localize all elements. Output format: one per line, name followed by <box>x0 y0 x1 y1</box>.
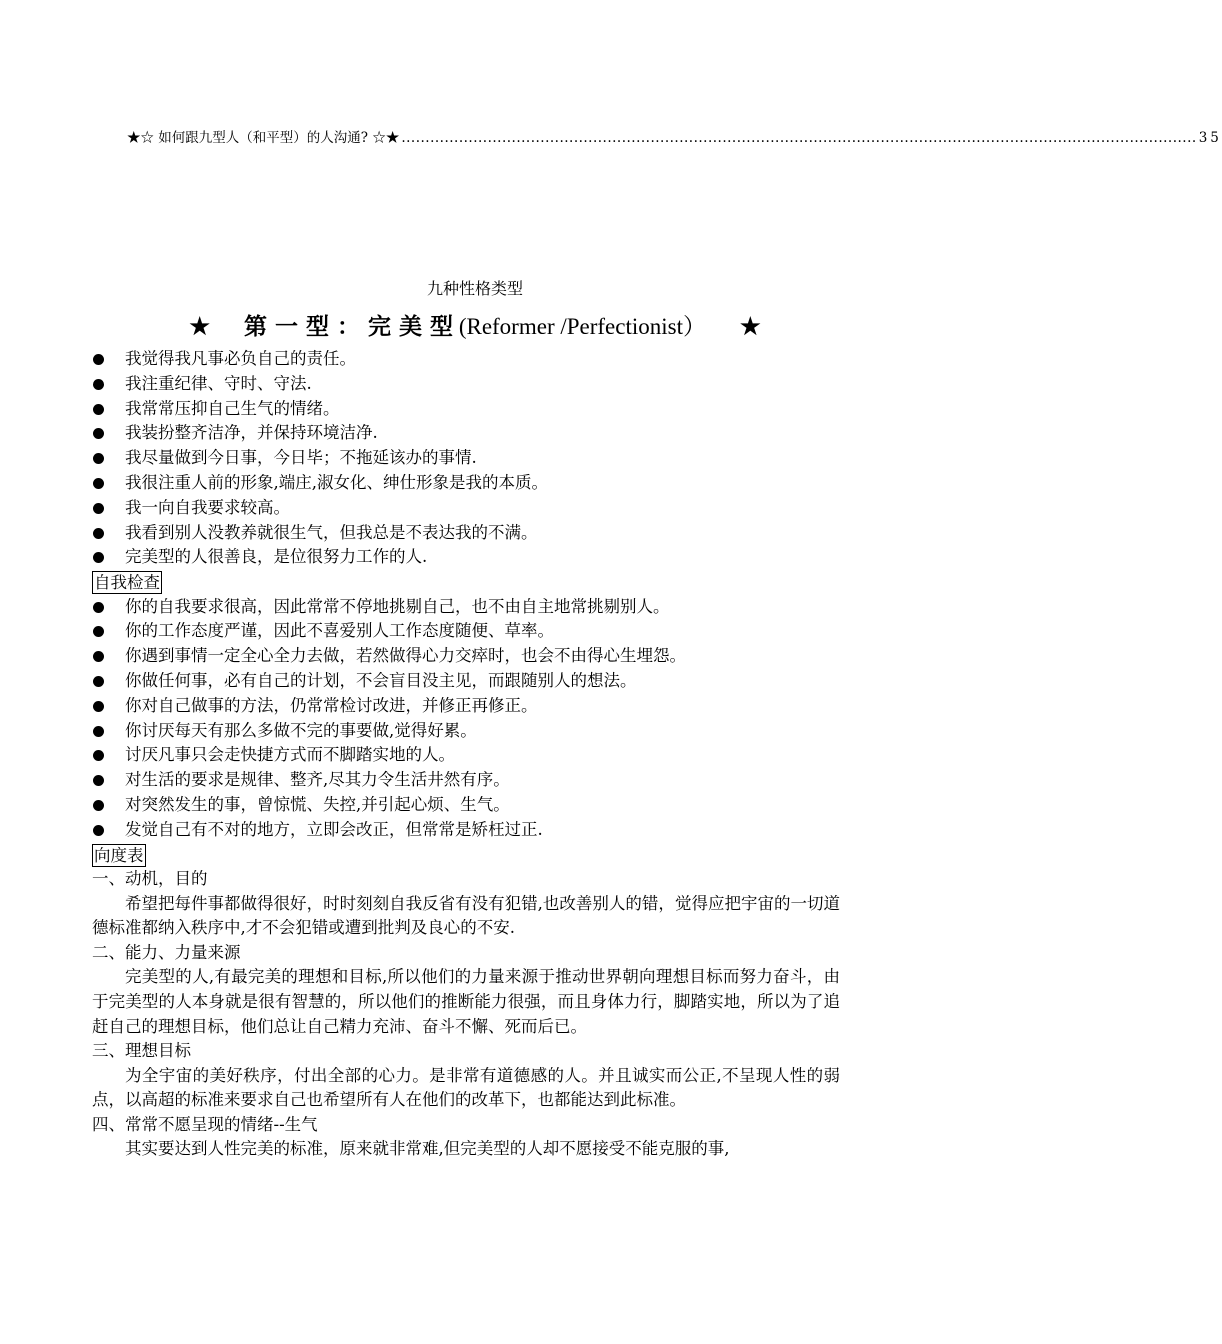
list-item: 你做任何事，必有自己的计划，不会盲目没主见，而跟随别人的想法。 <box>92 669 840 694</box>
list-item: 对生活的要求是规律、整齐,尽其力令生活井然有序。 <box>92 768 840 793</box>
list-item: 发觉自己有不对的地方，立即会改正，但常常是矫枉过正. <box>92 818 840 843</box>
list-item: 对突然发生的事，曾惊慌、失控,并引起心烦、生气。 <box>92 793 840 818</box>
traits-list <box>92 347 840 570</box>
dimension-section <box>92 941 840 1039</box>
dimension-section <box>92 1039 840 1113</box>
dimension-section <box>92 1113 840 1162</box>
list-item: 我装扮整齐洁净，并保持环境洁净. <box>92 421 840 446</box>
dimension-heading: 四、常常不愿呈现的情绪--生气 <box>92 1114 318 1134</box>
dimension-body: 希望把每件事都做得很好，时时刻刻自我反省有没有犯错,也改善别人的错，觉得应把宇宙的一切道德标准都纳入秩序中,才不会犯错或遭到批判及良心的不安. <box>92 893 840 938</box>
dimension-heading: 二、能力、力量来源 <box>92 942 241 962</box>
page-title <box>0 308 950 341</box>
list-item: 我看到别人没教养就很生气，但我总是不表达我的不满。 <box>92 521 840 546</box>
toc-leader-dots: ...................................................................................................................................................................... <box>401 130 1197 146</box>
title-latin: (Reformer /Perfectionist） <box>453 314 706 339</box>
dimension-heading: 三、理想目标 <box>92 1041 191 1061</box>
toc-page-number: 35 <box>1198 130 1222 146</box>
self-check-heading <box>92 570 840 595</box>
dimension-heading: 一、动机，目的 <box>92 869 208 889</box>
dimension-body: 为全宇宙的美好秩序，付出全部的心力。是非常有道德感的人。并且诚实而公正,不呈现人性的弱点，以高超的标准来要求自己也希望所有人在他们的改革下，也都能达到此标准。 <box>92 1065 840 1110</box>
main-content <box>92 347 840 1162</box>
star-icon: ★ <box>739 313 761 340</box>
dimensions-heading <box>92 843 840 868</box>
list-item: 你对自己做事的方法，仍常常检讨改进，并修正再修正。 <box>92 694 840 719</box>
dimension-body: 其实要达到人性完美的标准，原来就非常难,但完美型的人却不愿接受不能克服的事, <box>125 1139 730 1159</box>
list-item: 讨厌凡事只会走快捷方式而不脚踏实地的人。 <box>92 743 840 768</box>
list-item: 我注重纪律、守时、守法. <box>92 372 840 397</box>
dimension-body: 完美型的人,有最完美的理想和目标,所以他们的力量来源于推动世界朝向理想目标而努力奋斗，由于完美型的人本身就是很有智慧的，所以他们的推断能力很强，而且身体力行，脚踏实地，所以为了追赶自己的理想目标，他们总让自己精力充沛、奋斗不懈、死而后已。 <box>92 967 840 1036</box>
title-chinese: 第 一 型 ： 完 美 型 <box>244 313 454 340</box>
dimension-section <box>92 867 840 941</box>
list-item: 我一向自我要求较高。 <box>92 496 840 521</box>
list-item: 你的工作态度严谨，因此不喜爱别人工作态度随便、草率。 <box>92 619 840 644</box>
dimensions-label: 向度表 <box>94 845 144 865</box>
self-check-list <box>92 595 840 843</box>
section-subtitle: 九种性格类型 <box>426 279 523 298</box>
list-item: 完美型的人很善良，是位很努力工作的人. <box>92 545 840 570</box>
toc-entry[interactable] <box>127 126 1222 146</box>
list-item: 我觉得我凡事必负自己的责任。 <box>92 347 840 372</box>
star-icon: ★ <box>189 313 211 340</box>
list-item: 你的自我要求很高，因此常常不停地挑剔自己，也不由自主地常挑剔别人。 <box>92 595 840 620</box>
list-item: 我尽量做到今日事，今日毕；不拖延该办的事情. <box>92 446 840 471</box>
list-item: 我常常压抑自己生气的情绪。 <box>92 397 840 422</box>
self-check-label: 自我检查 <box>94 573 160 593</box>
toc-entry-text: ★☆ 如何跟九型人（和平型）的人沟通? ☆★ <box>127 130 400 146</box>
list-item: 你遇到事情一定全心全力去做，若然做得心力交瘁时，也会不由得心生埋怨。 <box>92 644 840 669</box>
list-item: 我很注重人前的形象,端庄,淑女化、绅仕形象是我的本质。 <box>92 471 840 496</box>
list-item: 你讨厌每天有那么多做不完的事要做,觉得好累。 <box>92 719 840 744</box>
